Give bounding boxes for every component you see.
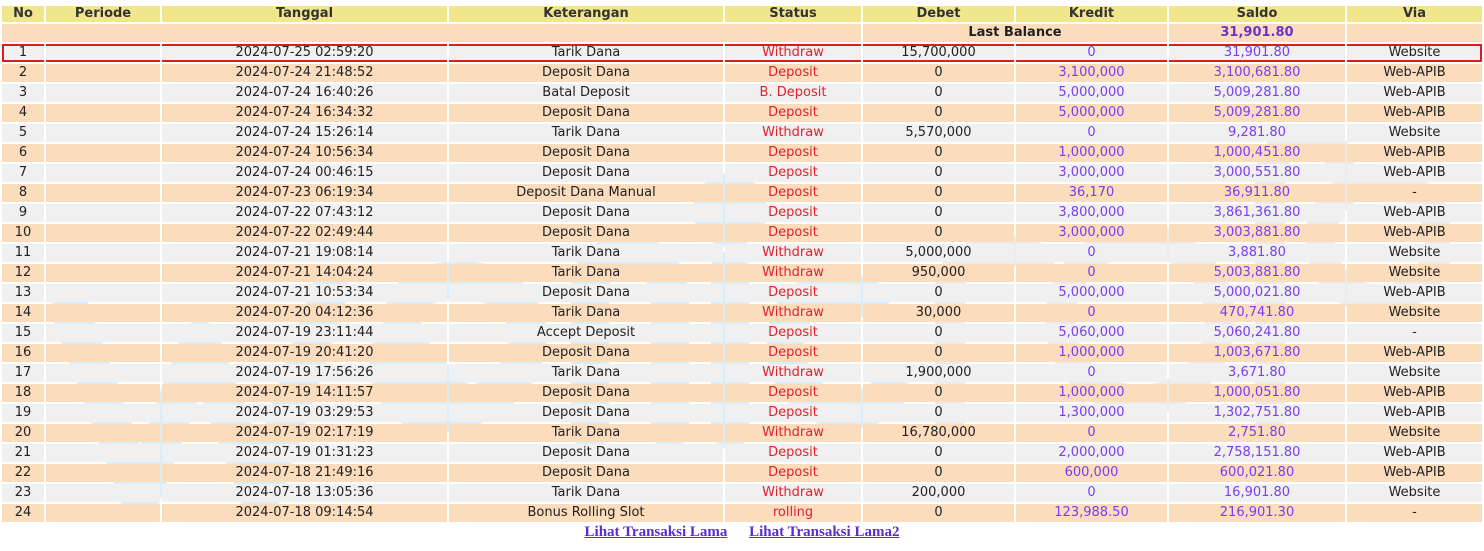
cell-via: Web-APIB [1347,164,1482,182]
cell-tanggal: 2024-07-21 10:53:34 [162,284,447,302]
cell-debet: 0 [863,184,1014,202]
cell-tanggal: 2024-07-22 02:49:44 [162,224,447,242]
transaction-history [0,4,1484,541]
cell-keterangan: Deposit Dana Manual [449,184,723,202]
cell-no: 10 [2,224,44,242]
table-row [2,84,1482,102]
cell-kredit: 0 [1016,244,1167,262]
col-header-status: Status [725,6,861,22]
cell-status: Deposit [725,384,861,402]
cell-no: 6 [2,144,44,162]
cell-kredit: 0 [1016,44,1167,62]
cell-keterangan: Tarik Dana [449,484,723,502]
cell-keterangan: Deposit Dana [449,444,723,462]
cell-saldo: 16,901.80 [1169,484,1345,502]
cell-periode [46,464,160,482]
table-row [2,164,1482,182]
cell-saldo: 1,000,451.80 [1169,144,1345,162]
cell-saldo: 3,100,681.80 [1169,64,1345,82]
cell-status: Deposit [725,444,861,462]
cell-periode [46,444,160,462]
cell-tanggal: 2024-07-19 14:11:57 [162,384,447,402]
last-balance-label: Last Balance [863,24,1167,42]
cell-periode [46,144,160,162]
cell-saldo: 5,003,881.80 [1169,264,1345,282]
cell-no: 11 [2,244,44,262]
cell-no: 17 [2,364,44,382]
cell-no: 1 [2,44,44,62]
cell-via: Web-APIB [1347,384,1482,402]
cell-kredit: 5,000,000 [1016,84,1167,102]
cell-kredit: 5,000,000 [1016,104,1167,122]
cell-saldo: 3,881.80 [1169,244,1345,262]
cell-status: Withdraw [725,364,861,382]
cell-kredit: 3,800,000 [1016,204,1167,222]
cell-tanggal: 2024-07-23 06:19:34 [162,184,447,202]
cell-keterangan: Tarik Dana [449,244,723,262]
cell-saldo: 3,003,881.80 [1169,224,1345,242]
cell-kredit: 3,000,000 [1016,224,1167,242]
cell-via: Website [1347,364,1482,382]
cell-status: Withdraw [725,304,861,322]
cell-keterangan: Deposit Dana [449,284,723,302]
cell-kredit: 0 [1016,364,1167,382]
cell-via: Website [1347,264,1482,282]
table-row [2,324,1482,342]
table-row [2,384,1482,402]
cell-tanggal: 2024-07-24 10:56:34 [162,144,447,162]
cell-via: Website [1347,44,1482,62]
cell-keterangan: Deposit Dana [449,464,723,482]
cell-periode [46,404,160,422]
cell-keterangan: Deposit Dana [449,404,723,422]
cell-periode [46,204,160,222]
cell-tanggal: 2024-07-18 09:14:54 [162,504,447,522]
cell-periode [46,504,160,522]
cell-tanggal: 2024-07-24 16:40:26 [162,84,447,102]
link-lihat-transaksi-lama2[interactable]: Lihat Transaksi Lama2 [749,524,900,540]
cell-debet: 5,570,000 [863,124,1014,142]
transaction-table [0,4,1484,524]
cell-keterangan: Deposit Dana [449,164,723,182]
cell-no: 18 [2,384,44,402]
cell-keterangan: Bonus Rolling Slot [449,504,723,522]
cell-kredit: 3,100,000 [1016,64,1167,82]
cell-via: Web-APIB [1347,224,1482,242]
cell-keterangan: Tarik Dana [449,304,723,322]
cell-periode [46,184,160,202]
cell-periode [46,64,160,82]
cell-no: 15 [2,324,44,342]
cell-status: Deposit [725,284,861,302]
cell-debet: 0 [863,344,1014,362]
table-row [2,484,1482,502]
cell-tanggal: 2024-07-19 17:56:26 [162,364,447,382]
cell-via: Website [1347,124,1482,142]
cell-debet: 0 [863,204,1014,222]
cell-saldo: 1,302,751.80 [1169,404,1345,422]
table-row [2,304,1482,322]
cell-keterangan: Deposit Dana [449,384,723,402]
col-header-saldo: Saldo [1169,6,1345,22]
cell-no: 13 [2,284,44,302]
cell-no: 3 [2,84,44,102]
cell-debet: 1,900,000 [863,364,1014,382]
cell-keterangan: Deposit Dana [449,204,723,222]
cell-kredit: 0 [1016,304,1167,322]
cell-debet: 0 [863,284,1014,302]
cell-saldo: 9,281.80 [1169,124,1345,142]
cell-keterangan: Deposit Dana [449,224,723,242]
cell-tanggal: 2024-07-24 00:46:15 [162,164,447,182]
col-header-no: No [2,6,44,22]
cell-debet: 950,000 [863,264,1014,282]
table-row [2,424,1482,442]
table-row [2,464,1482,482]
cell-tanggal: 2024-07-19 03:29:53 [162,404,447,422]
cell-periode [46,324,160,342]
table-row [2,64,1482,82]
cell-status: Deposit [725,164,861,182]
cell-debet: 200,000 [863,484,1014,502]
cell-saldo: 3,671.80 [1169,364,1345,382]
cell-debet: 0 [863,84,1014,102]
col-header-tanggal: Tanggal [162,6,447,22]
cell-status: Deposit [725,464,861,482]
cell-via: Web-APIB [1347,144,1482,162]
cell-saldo: 5,009,281.80 [1169,84,1345,102]
cell-debet: 0 [863,504,1014,522]
col-header-keterangan: Keterangan [449,6,723,22]
cell-kredit: 600,000 [1016,464,1167,482]
cell-tanggal: 2024-07-19 02:17:19 [162,424,447,442]
table-row [2,44,1482,62]
cell-via: Web-APIB [1347,104,1482,122]
cell-periode [46,84,160,102]
cell-tanggal: 2024-07-20 04:12:36 [162,304,447,322]
cell-saldo: 470,741.80 [1169,304,1345,322]
cell-debet: 30,000 [863,304,1014,322]
table-row [2,504,1482,522]
table-row [2,224,1482,242]
balance-spacer [2,24,861,42]
table-row [2,184,1482,202]
cell-tanggal: 2024-07-18 13:05:36 [162,484,447,502]
cell-no: 5 [2,124,44,142]
cell-periode [46,224,160,242]
cell-periode [46,244,160,262]
cell-saldo: 600,021.80 [1169,464,1345,482]
cell-via: Website [1347,484,1482,502]
cell-kredit: 36,170 [1016,184,1167,202]
cell-status: rolling [725,504,861,522]
cell-kredit: 3,000,000 [1016,164,1167,182]
cell-periode [46,384,160,402]
cell-tanggal: 2024-07-19 20:41:20 [162,344,447,362]
cell-status: Withdraw [725,124,861,142]
cell-periode [46,164,160,182]
cell-status: B. Deposit [725,84,861,102]
cell-status: Withdraw [725,424,861,442]
cell-kredit: 0 [1016,264,1167,282]
cell-no: 16 [2,344,44,362]
cell-status: Deposit [725,184,861,202]
cell-debet: 16,780,000 [863,424,1014,442]
cell-no: 20 [2,424,44,442]
cell-no: 2 [2,64,44,82]
cell-tanggal: 2024-07-18 21:49:16 [162,464,447,482]
cell-no: 14 [2,304,44,322]
table-row [2,344,1482,362]
cell-saldo: 2,758,151.80 [1169,444,1345,462]
cell-periode [46,284,160,302]
cell-debet: 0 [863,164,1014,182]
cell-no: 9 [2,204,44,222]
cell-kredit: 1,000,000 [1016,384,1167,402]
cell-kredit: 1,000,000 [1016,344,1167,362]
table-row [2,284,1482,302]
cell-no: 22 [2,464,44,482]
table-row [2,204,1482,222]
cell-debet: 0 [863,464,1014,482]
cell-tanggal: 2024-07-24 16:34:32 [162,104,447,122]
cell-status: Deposit [725,224,861,242]
link-lihat-transaksi-lama[interactable]: Lihat Transaksi Lama [584,524,728,540]
table-header-row [2,6,1482,22]
cell-periode [46,364,160,382]
cell-debet: 0 [863,384,1014,402]
cell-via: Website [1347,244,1482,262]
cell-via: Web-APIB [1347,404,1482,422]
cell-via: Web-APIB [1347,84,1482,102]
cell-via: Web-APIB [1347,344,1482,362]
cell-no: 7 [2,164,44,182]
cell-tanggal: 2024-07-19 23:11:44 [162,324,447,342]
cell-periode [46,124,160,142]
cell-keterangan: Batal Deposit [449,84,723,102]
cell-tanggal: 2024-07-24 21:48:52 [162,64,447,82]
cell-keterangan: Tarik Dana [449,364,723,382]
cell-tanggal: 2024-07-22 07:43:12 [162,204,447,222]
table-row [2,144,1482,162]
cell-debet: 0 [863,324,1014,342]
cell-saldo: 5,060,241.80 [1169,324,1345,342]
cell-keterangan: Deposit Dana [449,104,723,122]
cell-via: Web-APIB [1347,444,1482,462]
cell-debet: 15,700,000 [863,44,1014,62]
col-header-debet: Debet [863,6,1014,22]
cell-status: Deposit [725,204,861,222]
cell-keterangan: Tarik Dana [449,424,723,442]
cell-status: Withdraw [725,264,861,282]
cell-keterangan: Tarik Dana [449,264,723,282]
cell-saldo: 3,000,551.80 [1169,164,1345,182]
cell-keterangan: Tarik Dana [449,44,723,62]
cell-via: Web-APIB [1347,204,1482,222]
cell-status: Deposit [725,144,861,162]
cell-status: Deposit [725,344,861,362]
col-header-via: Via [1347,6,1482,22]
cell-via: Web-APIB [1347,64,1482,82]
cell-kredit: 5,060,000 [1016,324,1167,342]
cell-kredit: 1,000,000 [1016,144,1167,162]
cell-keterangan: Tarik Dana [449,124,723,142]
cell-keterangan: Accept Deposit [449,324,723,342]
cell-periode [46,344,160,362]
cell-kredit: 123,988.50 [1016,504,1167,522]
cell-saldo: 216,901.30 [1169,504,1345,522]
cell-no: 19 [2,404,44,422]
cell-saldo: 31,901.80 [1169,44,1345,62]
cell-periode [46,484,160,502]
last-balance-row [2,24,1482,42]
cell-status: Withdraw [725,44,861,62]
cell-no: 8 [2,184,44,202]
cell-kredit: 1,300,000 [1016,404,1167,422]
cell-tanggal: 2024-07-19 01:31:23 [162,444,447,462]
col-header-periode: Periode [46,6,160,22]
cell-via: - [1347,184,1482,202]
cell-periode [46,44,160,62]
cell-status: Deposit [725,64,861,82]
cell-saldo: 5,009,281.80 [1169,104,1345,122]
cell-periode [46,104,160,122]
cell-saldo: 1,003,671.80 [1169,344,1345,362]
cell-periode [46,424,160,442]
col-header-kredit: Kredit [1016,6,1167,22]
cell-saldo: 5,000,021.80 [1169,284,1345,302]
cell-saldo: 2,751.80 [1169,424,1345,442]
footer-links [0,524,1484,541]
balance-spacer-end [1347,24,1482,42]
cell-saldo: 36,911.80 [1169,184,1345,202]
last-balance-value: 31,901.80 [1169,24,1345,42]
cell-debet: 0 [863,444,1014,462]
cell-status: Deposit [725,404,861,422]
cell-status: Withdraw [725,484,861,502]
cell-kredit: 0 [1016,424,1167,442]
table-row [2,404,1482,422]
cell-tanggal: 2024-07-25 02:59:20 [162,44,447,62]
cell-keterangan: Deposit Dana [449,344,723,362]
cell-kredit: 2,000,000 [1016,444,1167,462]
table-row [2,124,1482,142]
cell-no: 12 [2,264,44,282]
table-row [2,364,1482,382]
cell-via: Web-APIB [1347,464,1482,482]
cell-via: Website [1347,424,1482,442]
cell-no: 21 [2,444,44,462]
table-row [2,244,1482,262]
cell-no: 24 [2,504,44,522]
cell-status: Deposit [725,104,861,122]
cell-via: Web-APIB [1347,284,1482,302]
table-row [2,104,1482,122]
cell-kredit: 0 [1016,484,1167,502]
cell-status: Deposit [725,324,861,342]
cell-debet: 0 [863,104,1014,122]
cell-status: Withdraw [725,244,861,262]
cell-no: 23 [2,484,44,502]
cell-debet: 5,000,000 [863,244,1014,262]
cell-tanggal: 2024-07-24 15:26:14 [162,124,447,142]
cell-kredit: 5,000,000 [1016,284,1167,302]
cell-periode [46,304,160,322]
cell-debet: 0 [863,64,1014,82]
cell-debet: 0 [863,144,1014,162]
cell-via: - [1347,504,1482,522]
cell-tanggal: 2024-07-21 14:04:24 [162,264,447,282]
table-row [2,444,1482,462]
cell-saldo: 3,861,361.80 [1169,204,1345,222]
cell-no: 4 [2,104,44,122]
cell-keterangan: Deposit Dana [449,144,723,162]
cell-tanggal: 2024-07-21 19:08:14 [162,244,447,262]
cell-kredit: 0 [1016,124,1167,142]
cell-periode [46,264,160,282]
cell-saldo: 1,000,051.80 [1169,384,1345,402]
cell-debet: 0 [863,224,1014,242]
cell-via: Website [1347,304,1482,322]
cell-via: - [1347,324,1482,342]
cell-keterangan: Deposit Dana [449,64,723,82]
cell-debet: 0 [863,404,1014,422]
table-row [2,264,1482,282]
